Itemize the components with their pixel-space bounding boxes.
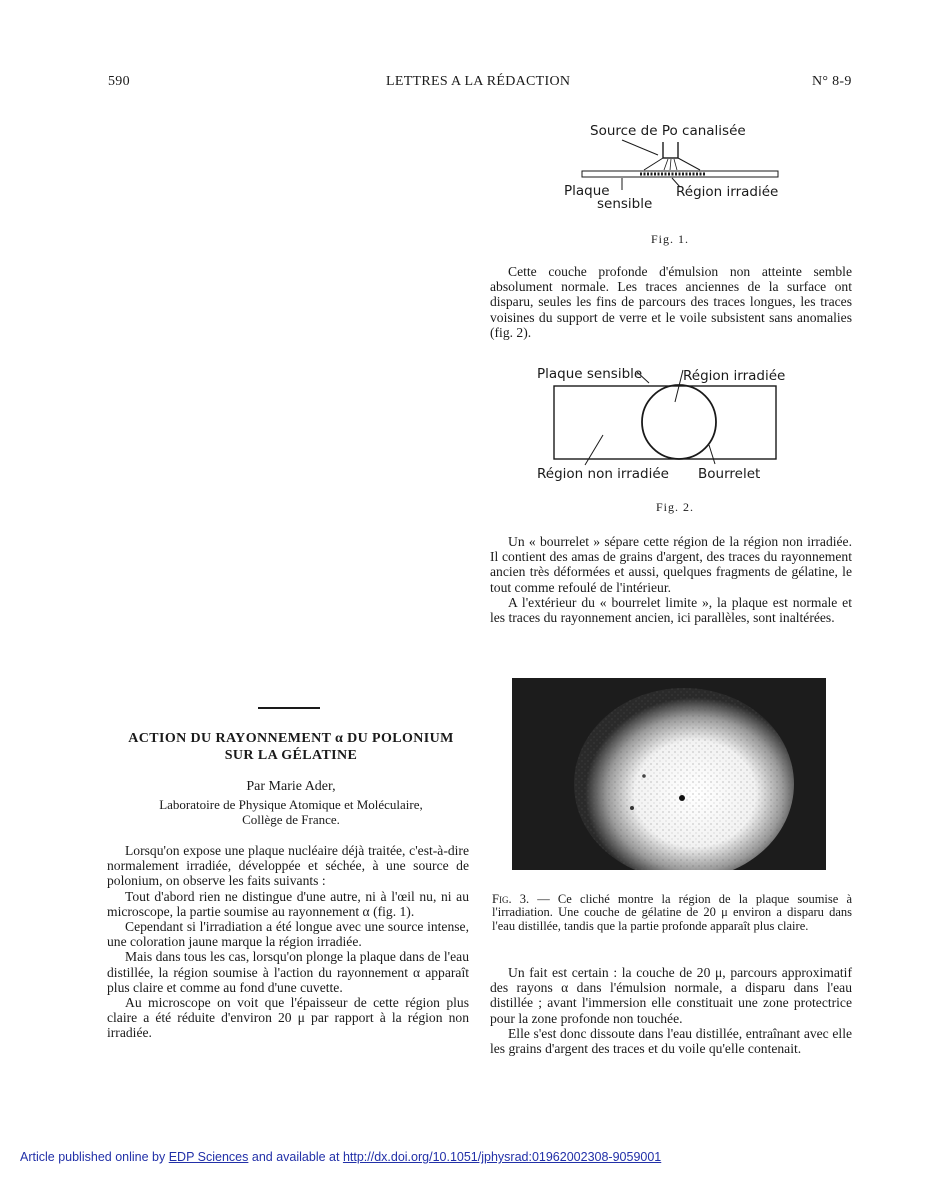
right-column-middle bbox=[490, 534, 852, 625]
fig2-label-region-irr: Région irradiée bbox=[683, 368, 786, 384]
fig2-label-bourrelet: Bourrelet bbox=[698, 466, 761, 482]
paragraph: Elle s'est donc dissoute dans l'eau distillée, entraînant avec elle les grains d'argent des traces et du voile qu'elle contenait. bbox=[490, 1025, 852, 1057]
fig1-label-source: Source de Po canalisée bbox=[590, 123, 746, 139]
figure-2-diagram bbox=[533, 360, 793, 485]
issue-number: N° 8-9 bbox=[812, 74, 852, 89]
publisher-link[interactable]: EDP Sciences bbox=[168, 1150, 249, 1164]
article-title-line2: SUR LA GÉLATINE bbox=[224, 748, 358, 763]
fig1-label-region: Région irradiée bbox=[676, 184, 779, 200]
paragraph: Lorsqu'on expose une plaque nucléaire déjà traitée, c'est-à-dire normalement irradiée, développée et séchée, à une source de polonium, on observe les faits suivants : bbox=[107, 843, 469, 889]
fig1-label-sensible: sensible bbox=[597, 196, 653, 212]
fig2-label-region-non: Région non irradiée bbox=[537, 466, 669, 482]
affiliation-line2: Collège de France. bbox=[242, 812, 340, 827]
paragraph: Mais dans tous les cas, lorsqu'on plonge la plaque dans de l'eau distillée, la région soumise à l'action du rayonnement α apparaît plus claire et comme au fond d'une cuvette. bbox=[107, 949, 469, 995]
article-body bbox=[107, 843, 469, 1041]
figure-2-caption: Fig. 2. bbox=[655, 500, 694, 514]
paragraph: Au microscope on voit que l'épaisseur de cette région plus claire a été réduite d'environ 20 μ par rapport à la région non irradiée. bbox=[107, 995, 469, 1041]
affiliation-line1: Laboratoire de Physique Atomique et Moléculaire, bbox=[159, 797, 423, 812]
page-number: 590 bbox=[108, 74, 130, 89]
footer-middle: and available at bbox=[251, 1150, 340, 1164]
figure-3-caption bbox=[492, 893, 852, 933]
running-title: LETTRES A LA RÉDACTION bbox=[386, 74, 571, 89]
paragraph: A l'extérieur du « bourrelet limite », la plaque est normale et les traces du rayonnement ancien, ici parallèles, sont inaltérées. bbox=[490, 594, 852, 626]
byline: Par Marie Ader, bbox=[246, 779, 336, 794]
right-column-bottom bbox=[490, 965, 852, 1056]
paragraph: Un « bourrelet » sépare cette région de la région non irradiée. Il contient des amas de grains d'argent, des traces du rayonnement ancien très déformées et aussi, quelques fragments de gélatine, le tout comme refoulé de l'intérieur. bbox=[490, 534, 852, 595]
paragraph: Un fait est certain : la couche de 20 μ, parcours approximatif des rayons α dans l'émulsion normale, a disparu dans l'eau distillée ; avant l'immersion elle constituait une zone protectrice pour la zone profonde non touchée. bbox=[490, 965, 852, 1026]
footer-prefix: Article published online by bbox=[20, 1150, 166, 1164]
article-title bbox=[110, 730, 472, 764]
article-title-line1: ACTION DU RAYONNEMENT α DU POLONIUM bbox=[128, 731, 454, 746]
figure-3-micrograph bbox=[512, 678, 826, 870]
figure-1-caption: Fig. 1. bbox=[650, 232, 689, 246]
affiliation bbox=[110, 797, 472, 827]
fig2-label-plaque: Plaque sensible bbox=[537, 366, 643, 382]
figure-1-diagram bbox=[560, 115, 800, 215]
doi-link[interactable]: http://dx.doi.org/10.1051/jphysrad:01962002308-9059001 bbox=[342, 1150, 662, 1164]
paragraph: Cette couche profonde d'émulsion non atteinte semble absolument normale. Les traces anciennes de la surface ont disparu, seules les fins de parcours des traces longues, les traces voisines du support de verre et le voile subsistent sans anomalies (fig. 2). bbox=[490, 264, 852, 340]
fig3-caption-text: Ce cliché montre la région de la plaque soumise à l'irradiation. Une couche de gélatine de 20 μ environ a disparu dans l'eau distillée, tandis que la partie profonde apparaît plus claire. bbox=[492, 892, 852, 933]
right-column-top bbox=[490, 264, 852, 340]
footer bbox=[20, 1150, 661, 1164]
paragraph: Cependant si l'irradiation a été longue avec une source intense, une coloration jaune marque la région irradiée. bbox=[107, 919, 469, 950]
section-divider bbox=[258, 707, 320, 709]
fig1-label-plaque: Plaque bbox=[564, 183, 610, 199]
fig3-caption-lead: Fig. 3. — bbox=[492, 892, 550, 906]
paragraph: Tout d'abord rien ne distingue d'une autre, ni à l'œil nu, ni au microscope, la partie soumise au rayonnement α (fig. 1). bbox=[107, 888, 469, 919]
